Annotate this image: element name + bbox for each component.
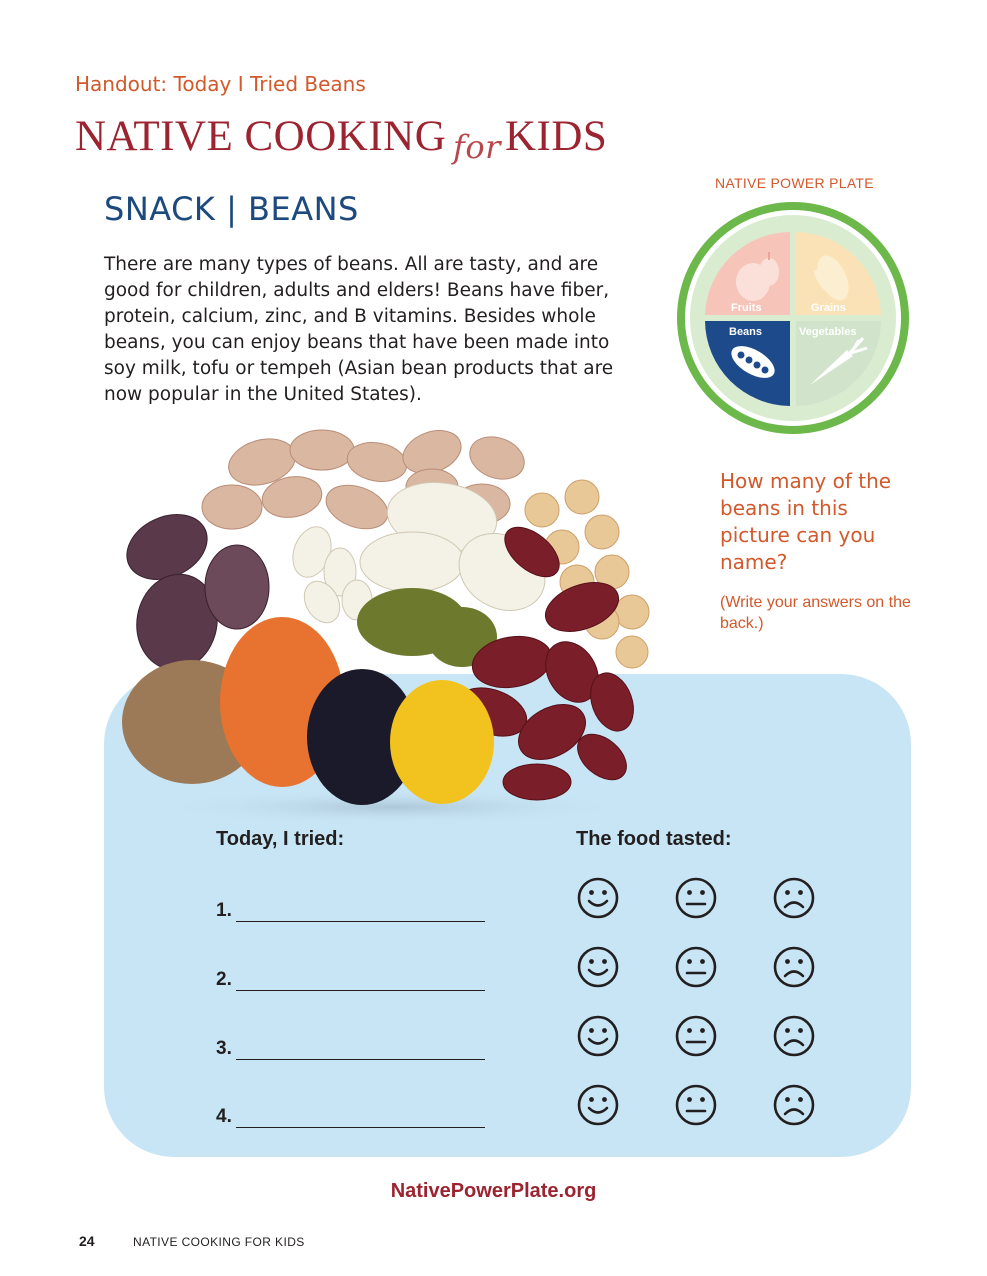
sad-face-icon[interactable]	[772, 1014, 816, 1058]
neutral-face-icon[interactable]	[674, 1083, 718, 1127]
beans-photo	[112, 422, 672, 822]
brand-native: NATIVE COOKING	[75, 113, 447, 160]
intro-paragraph: There are many types of beans. All are tasty, and are good for children, adults and elders! Beans have fiber, protein, calcium, zinc, and B vitamins. Besides whole beans, you can enjoy beans that have been made into soy milk, tofu or tempeh (Asian bean products that are now popular in the United States).	[104, 254, 614, 405]
sad-face-icon[interactable]	[772, 1083, 816, 1127]
tried-heading: Today, I tried:	[216, 828, 345, 850]
page-number: 24	[79, 1233, 95, 1249]
quadrant-label-fruits: Fruits	[731, 302, 762, 314]
answer-line-3[interactable]	[216, 1030, 485, 1060]
neutral-face-icon[interactable]	[674, 1014, 718, 1058]
sad-face-icon[interactable]	[772, 876, 816, 920]
happy-face-icon[interactable]	[576, 945, 620, 989]
handout-title: Handout: Today I Tried Beans	[75, 72, 366, 96]
quadrant-label-grains: Grains	[811, 302, 846, 314]
running-footer: NATIVE COOKING FOR KIDS	[133, 1235, 305, 1249]
question-note: (Write your answers on the back.)	[720, 594, 911, 632]
neutral-face-icon[interactable]	[674, 876, 718, 920]
sad-face-icon[interactable]	[772, 945, 816, 989]
website-link[interactable]: NativePowerPlate.org	[390, 1180, 597, 1202]
plate-label: NATIVE POWER PLATE	[715, 175, 874, 191]
answer-number: 3.	[216, 1038, 232, 1059]
neutral-face-icon[interactable]	[674, 945, 718, 989]
answer-line-1[interactable]	[216, 892, 485, 922]
brand-kids: KIDS	[505, 113, 608, 160]
brand-for: for	[453, 128, 501, 166]
question-text: How many of the beans in this picture can you name?	[720, 469, 892, 574]
answer-number: 4.	[216, 1106, 232, 1127]
section-title: SNACK | BEANS	[104, 190, 359, 228]
quadrant-label-vegetables: Vegetables	[799, 326, 857, 338]
answer-blank[interactable]	[236, 1105, 485, 1128]
answer-line-2[interactable]	[216, 961, 485, 991]
native-power-plate	[675, 200, 911, 436]
tasted-heading: The food tasted:	[576, 828, 732, 850]
happy-face-icon[interactable]	[576, 1014, 620, 1058]
happy-face-icon[interactable]	[576, 876, 620, 920]
happy-face-icon[interactable]	[576, 1083, 620, 1127]
answer-blank[interactable]	[236, 899, 485, 922]
answer-number: 1.	[216, 900, 232, 921]
answer-blank[interactable]	[236, 968, 485, 991]
answer-line-4[interactable]	[216, 1098, 485, 1128]
answer-blank[interactable]	[236, 1037, 485, 1060]
answer-number: 2.	[216, 969, 232, 990]
quadrant-label-beans: Beans	[729, 326, 763, 338]
